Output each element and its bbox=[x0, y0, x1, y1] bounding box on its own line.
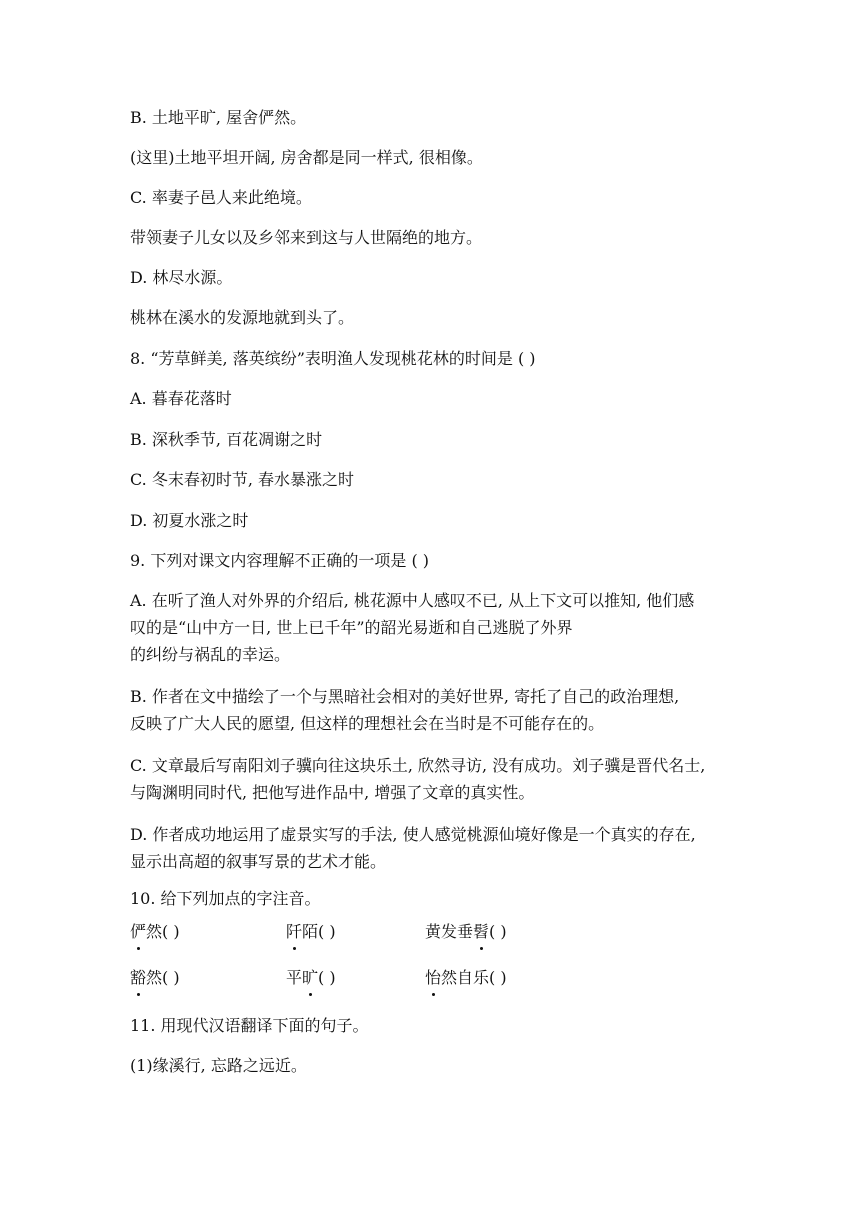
question-8-option-b: B. 深秋季节, 百花凋谢之时 bbox=[130, 430, 323, 449]
question-11-item-1: (1)缘溪行, 忘路之远近。 bbox=[130, 1056, 307, 1075]
option-c-translation: 带领妻子儿女以及乡邻来到这与人世隔绝的地方。 bbox=[130, 228, 483, 247]
question-8-option-a: A. 暮春花落时 bbox=[130, 389, 232, 408]
pinyin-item bbox=[425, 921, 507, 943]
dotted-character: 豁 bbox=[130, 968, 147, 987]
pinyin-prefix: 平 bbox=[286, 968, 303, 987]
pinyin-suffix: ( ) bbox=[318, 968, 336, 987]
dotted-character: 俨 bbox=[130, 922, 147, 941]
question-8-stem: 8. “芳草鲜美, 落英缤纷”表明渔人发现桃花林的时间是 ( ) bbox=[130, 349, 536, 368]
option-c-line: C. 率妻子邑人来此绝境。 bbox=[130, 188, 312, 207]
question-8-option-c: C. 冬末春初时节, 春水暴涨之时 bbox=[130, 470, 355, 489]
pinyin-item bbox=[286, 967, 336, 989]
question-9-option-a bbox=[130, 587, 740, 668]
option-d-translation: 桃林在溪水的发源地就到头了。 bbox=[130, 308, 355, 327]
question-9-option-c bbox=[130, 752, 740, 806]
pinyin-item bbox=[425, 967, 507, 989]
para-line: B. 作者在文中描绘了一个与黑暗社会相对的美好世界, 寄托了自己的政治理想, bbox=[130, 687, 680, 706]
pinyin-suffix: ( ) bbox=[489, 922, 507, 941]
para-line: 显示出高超的叙事写景的艺术才能。 bbox=[130, 852, 387, 871]
para-line: 叹的是“山中方一日, 世上已千年”的韶光易逝和自己逃脱了外界 bbox=[130, 618, 573, 637]
question-10-stem: 10. 给下列加点的字注音。 bbox=[130, 889, 321, 908]
para-line: 的纠纷与祸乱的幸运。 bbox=[130, 645, 291, 664]
para-line: 与陶渊明同时代, 把他写进作品中, 增强了文章的真实性。 bbox=[130, 783, 535, 802]
pinyin-item bbox=[130, 921, 180, 943]
question-8-option-d: D. 初夏水涨之时 bbox=[130, 511, 249, 530]
option-b-line: B. 土地平旷, 屋舍俨然。 bbox=[130, 108, 307, 127]
para-line: A. 在听了渔人对外界的介绍后, 桃花源中人感叹不已, 从上下文可以推知, 他们感 bbox=[130, 591, 695, 610]
pinyin-item bbox=[130, 967, 180, 989]
pinyin-suffix: 然自乐( ) bbox=[441, 968, 507, 987]
question-9-option-d bbox=[130, 821, 740, 875]
dotted-character: 阡 bbox=[286, 922, 303, 941]
para-line: 反映了广大人民的愿望, 但这样的理想社会在当时是不可能存在的。 bbox=[130, 714, 605, 733]
pinyin-prefix: 黄发垂 bbox=[425, 922, 474, 941]
dotted-character: 怡 bbox=[425, 968, 442, 987]
question-9-option-b bbox=[130, 683, 740, 737]
question-9-stem: 9. 下列对课文内容理解不正确的一项是 ( ) bbox=[130, 551, 430, 570]
pinyin-suffix: 然( ) bbox=[146, 922, 180, 941]
question-11-stem: 11. 用现代汉语翻译下面的句子。 bbox=[130, 1016, 369, 1035]
option-b-translation: (这里)土地平坦开阔, 房舍都是同一样式, 很相像。 bbox=[130, 148, 483, 167]
dotted-character: 旷 bbox=[302, 968, 319, 987]
pinyin-item bbox=[286, 921, 336, 943]
pinyin-suffix: 陌( ) bbox=[302, 922, 336, 941]
para-line: D. 作者成功地运用了虚景实写的手法, 使人感觉桃源仙境好像是一个真实的存在, bbox=[130, 825, 696, 844]
para-line: C. 文章最后写南阳刘子骥向往这块乐土, 欣然寻访, 没有成功。刘子骥是晋代名士, bbox=[130, 756, 706, 775]
option-d-line: D. 林尽水源。 bbox=[130, 268, 233, 287]
dotted-character: 髫 bbox=[473, 922, 490, 941]
pinyin-suffix: 然( ) bbox=[146, 968, 180, 987]
